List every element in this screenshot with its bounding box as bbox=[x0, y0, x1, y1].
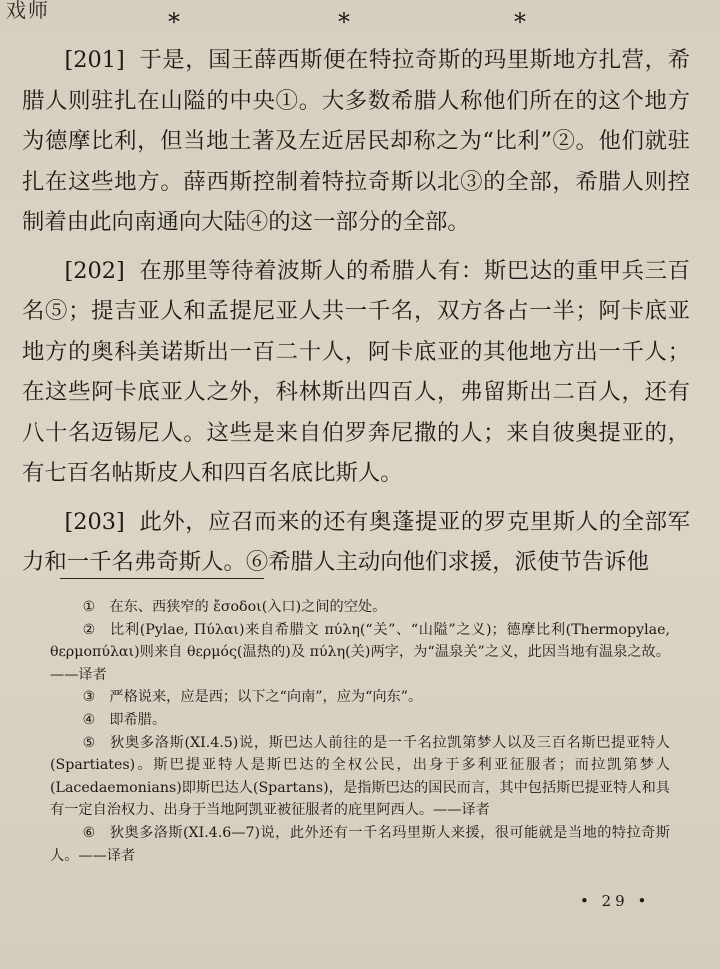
separator-star: * bbox=[168, 8, 180, 36]
footnote-marker: ② bbox=[82, 621, 97, 638]
separator-star: * bbox=[338, 8, 350, 36]
footnote-4 bbox=[50, 709, 670, 732]
page-number: • 29 • bbox=[580, 892, 651, 910]
footnote-divider bbox=[60, 578, 264, 579]
footnote-3 bbox=[50, 686, 670, 709]
footnote-5 bbox=[50, 732, 670, 822]
footnote-text: 严格说来，应是西；以下之“向南”，应为“向东”。 bbox=[109, 689, 423, 706]
footnote-text: 比利(Pylae, Πύλαι)来自希腊文 πύλη(“关”、“山隘”之义)；德摩比利(Thermopylae, θερμοπύλαι)则来自 θερμός(温热的)及 πύλη(关)两字，为“温泉关”之义，此因当地有温泉之故。——译者 bbox=[50, 621, 670, 683]
main-text bbox=[22, 40, 690, 591]
footnote-text: 在东、西狭窄的 ἔσοδοι(入口)之间的空处。 bbox=[109, 599, 387, 615]
paragraph-number: [202] bbox=[64, 257, 125, 284]
paragraph-text: 在那里等待着波斯人的希腊人有：斯巴达的重甲兵三百名⑤；提吉亚人和孟提尼亚人共一千名，双方各占一半；阿卡底亚地方的奥科美诺斯出一百二十人，阿卡底亚的其他地方出一千人；在这些阿卡底亚人之外，科林斯出四百人，弗留斯出二百人，还有八十名迈锡尼人。这些是来自伯罗奔尼撒的人；来自彼奥提亚的，有七百名帖斯皮人和四百名底比斯人。 bbox=[22, 257, 690, 486]
paragraph-202 bbox=[22, 251, 690, 494]
footnote-marker: ⑤ bbox=[82, 734, 97, 751]
paragraph-203 bbox=[22, 502, 690, 583]
section-separator bbox=[0, 10, 720, 34]
footnotes bbox=[50, 596, 670, 867]
running-header-fragment: 戏师 bbox=[6, 0, 50, 22]
footnote-marker: ③ bbox=[82, 689, 96, 706]
footnote-marker: ④ bbox=[82, 711, 96, 728]
footnote-text: 狄奥多洛斯(XI.4.5)说，斯巴达人前往的是一千名拉凯第梦人以及三百名斯巴提亚特人(Spartiates)。斯巴提亚特人是斯巴达的全权公民，出身于多利亚征服者；而拉凯第梦人(Lacedaemonians)即斯巴达人(Spartans)，是指斯巴达的国民而言，其中包括斯巴提亚特人和具有一定自治权力、出身于当地阿凯亚被征服者的庇里阿西人。——译者 bbox=[50, 734, 670, 819]
footnote-text: 狄奥多洛斯(XI.4.6—7)说，此外还有一千名玛里斯人来援，很可能就是当地的特拉奇斯人。——译者 bbox=[50, 824, 670, 864]
paragraph-number: [203] bbox=[64, 508, 125, 535]
footnote-6 bbox=[50, 822, 670, 867]
footnote-2 bbox=[50, 619, 670, 687]
footnote-marker: ① bbox=[82, 599, 96, 615]
paragraph-text: 此外，应召而来的还有奥蓬提亚的罗克里斯人的全部军力和一千名弗奇斯人。⑥希腊人主动向他们求援，派使节告诉他 bbox=[22, 508, 690, 575]
footnote-text: 即希腊。 bbox=[109, 711, 167, 728]
footnote-1 bbox=[50, 596, 670, 619]
footnote-marker: ⑥ bbox=[82, 824, 96, 841]
paragraph-number: [201] bbox=[64, 47, 125, 73]
separator-star: * bbox=[514, 8, 526, 36]
paragraph-201 bbox=[22, 40, 690, 243]
paragraph-text: 于是，国王薛西斯便在特拉奇斯的玛里斯地方扎营，希腊人则驻扎在山隘的中央①。大多数希腊人称他们所在的这个地方为德摩比利，但当地土著及左近居民却称之为“比利”②。他们就驻扎在这些地方。薛西斯控制着特拉奇斯以北③的全部，希腊人则控制着由此向南通向大陆④的这一部分的全部。 bbox=[22, 47, 690, 235]
